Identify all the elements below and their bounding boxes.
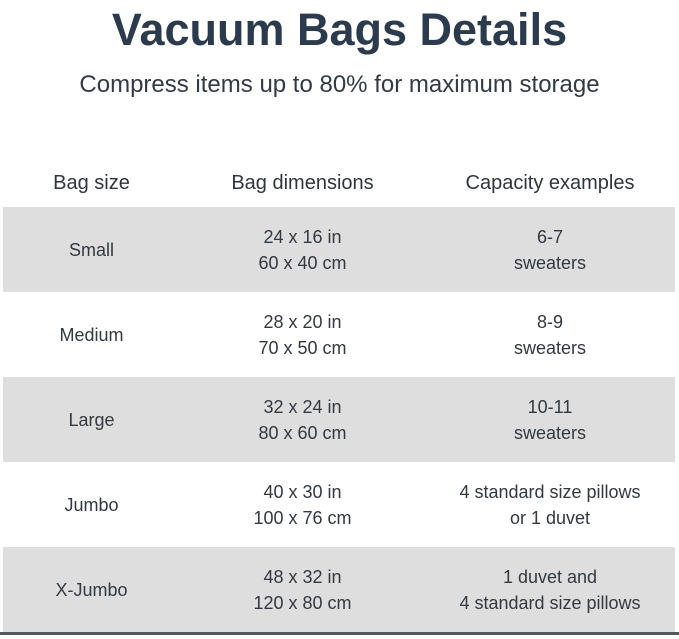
bottom-border xyxy=(0,632,679,635)
page-title: Vacuum Bags Details xyxy=(111,4,568,55)
bag-size-cell: Small xyxy=(68,239,114,260)
dimensions-inches: 24 x 16 in xyxy=(263,226,342,247)
dimensions-inches: 32 x 24 in xyxy=(263,396,342,417)
capacity-line2: 4 standard size pillows xyxy=(459,592,641,613)
capacity-cell xyxy=(425,394,675,446)
table-row-small xyxy=(3,207,675,292)
capacity-line1: 8-9 xyxy=(536,311,563,332)
capacity-line1: 4 standard size pillows xyxy=(459,481,641,502)
capacity-line1: 6-7 xyxy=(536,226,563,247)
capacity-line1: 10-11 xyxy=(527,396,573,417)
column-header-capacity-examples: Capacity examples xyxy=(465,172,635,194)
bag-dimensions-cell xyxy=(180,309,425,361)
bag-dimensions-cell xyxy=(180,564,425,616)
column-header-bag-size: Bag size xyxy=(53,172,130,194)
capacity-line2: or 1 duvet xyxy=(509,507,591,528)
bag-dimensions-cell xyxy=(180,394,425,446)
dimensions-inches: 48 x 32 in xyxy=(263,566,342,587)
dimensions-cm: 60 x 40 cm xyxy=(258,252,347,273)
capacity-line2: sweaters xyxy=(513,252,587,273)
dimensions-cm: 70 x 50 cm xyxy=(258,337,347,358)
dimensions-cm: 80 x 60 cm xyxy=(258,422,347,443)
column-header-bag-dimensions: Bag dimensions xyxy=(231,172,374,194)
table-row-x-jumbo xyxy=(3,547,675,632)
capacity-cell xyxy=(425,564,675,616)
bag-size-cell: Large xyxy=(68,409,115,430)
dimensions-inches: 40 x 30 in xyxy=(263,481,342,502)
bag-size-cell: X-Jumbo xyxy=(55,579,128,600)
capacity-cell xyxy=(425,479,675,531)
dimensions-inches: 28 x 20 in xyxy=(263,311,342,332)
bag-dimensions-cell xyxy=(180,224,425,276)
table-row-large xyxy=(3,377,675,462)
capacity-cell xyxy=(425,224,675,276)
bag-size-cell: Jumbo xyxy=(64,494,119,515)
page-subtitle: Compress items up to 80% for maximum storage xyxy=(79,71,600,98)
bag-details-table xyxy=(0,159,679,632)
bag-size-cell: Medium xyxy=(59,324,124,345)
capacity-line2: sweaters xyxy=(513,422,587,443)
dimensions-cm: 120 x 80 cm xyxy=(253,592,352,613)
table-row-medium xyxy=(3,292,675,377)
capacity-cell xyxy=(425,309,675,361)
bag-dimensions-cell xyxy=(180,479,425,531)
table-header-row xyxy=(3,159,675,207)
capacity-line1: 1 duvet and xyxy=(502,566,598,587)
capacity-line2: sweaters xyxy=(513,337,587,358)
dimensions-cm: 100 x 76 cm xyxy=(253,507,352,528)
table-row-jumbo xyxy=(3,462,675,547)
